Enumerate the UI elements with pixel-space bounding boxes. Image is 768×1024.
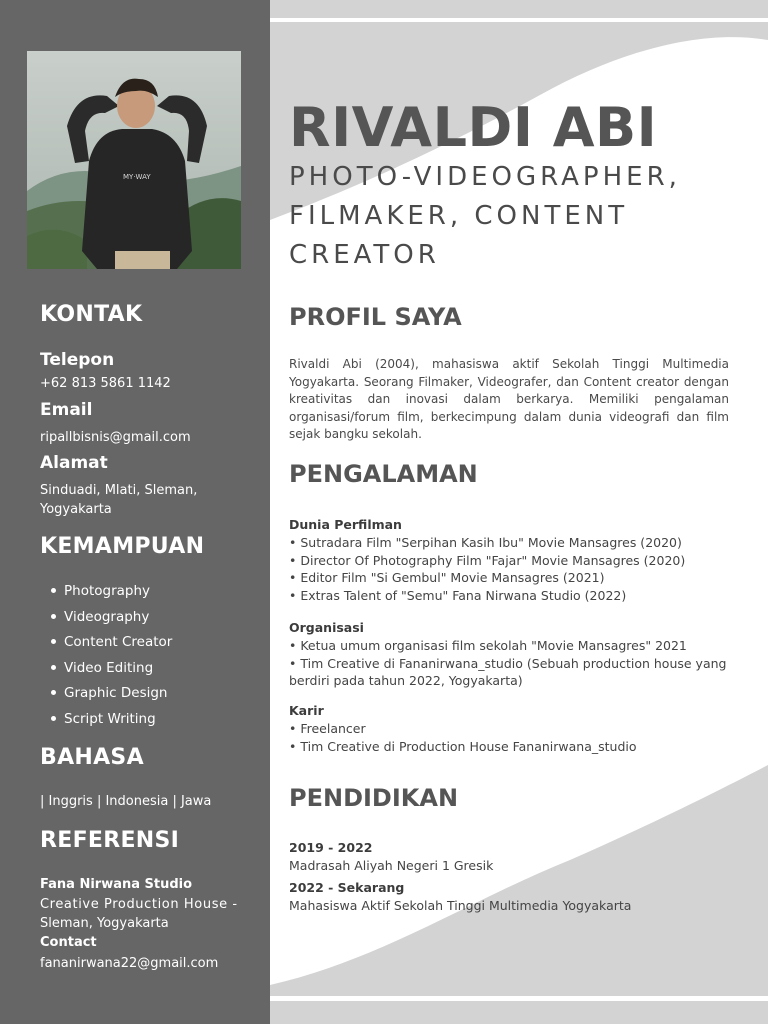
organization-list bbox=[289, 637, 734, 690]
main-content bbox=[270, 0, 768, 1024]
experience-heading: PENGALAMAN bbox=[289, 460, 478, 488]
list-item: • Extras Talent of "Semu" Fana Nirwana Studio (2022) bbox=[289, 587, 627, 603]
phone-value: +62 813 5861 1142 bbox=[40, 376, 171, 391]
career-title: Karir bbox=[289, 703, 324, 718]
film-experience-title: Dunia Perfilman bbox=[289, 517, 402, 532]
profile-heading: PROFIL SAYA bbox=[289, 303, 462, 331]
profile-text: Rivaldi Abi (2004), mahasiswa aktif Sekolah Tinggi Multimedia Yogyakarta. Seorang Filmaker, Videografer, dan Content creator dengan kreativitas dan inovasi dalam berkarya. Memiliki pengalaman organisasi/forum film, berkecimpung dalam dunia videografi dan film sejak bangku sekolah. bbox=[289, 357, 729, 441]
role-line-3: CREATOR bbox=[289, 240, 440, 270]
organization-title: Organisasi bbox=[289, 620, 364, 635]
reference-contact-label: Contact bbox=[40, 935, 97, 950]
languages-value: | Inggris | Indonesia | Jawa bbox=[40, 794, 212, 809]
svg-text:MY·WAY: MY·WAY bbox=[123, 173, 151, 181]
person-name: RIVALDI ABI bbox=[289, 96, 658, 159]
sidebar bbox=[0, 0, 270, 1024]
skill-item: Photography bbox=[50, 581, 172, 607]
skills-list bbox=[50, 581, 172, 734]
role-line-1: PHOTO-VIDEOGRAPHER, bbox=[289, 162, 681, 192]
role-line-2: FILMAKER, CONTENT bbox=[289, 201, 629, 231]
reference-contact-email: fananirwana22@gmail.com bbox=[40, 956, 219, 971]
skill-item: Video Editing bbox=[50, 658, 172, 684]
reference-desc-line-1: Creative Production House - bbox=[40, 897, 238, 912]
reference-name: Fana Nirwana Studio bbox=[40, 877, 193, 892]
skill-item: Videography bbox=[50, 607, 172, 633]
list-item: • Sutradara Film "Serpihan Kasih Ibu" Movie Mansagres (2020) bbox=[289, 535, 682, 550]
list-item: • Editor Film "Si Gembul" Movie Mansagres (2021) bbox=[289, 570, 605, 585]
contact-heading: KONTAK bbox=[40, 302, 143, 327]
list-item: • Tim Creative di Fananirwana_studio (Sebuah production house yang berdiri pada tahun 2022, Yogyakarta) bbox=[289, 655, 727, 688]
address-line-2: Yogyakarta bbox=[40, 502, 112, 517]
skill-item: Script Writing bbox=[50, 709, 172, 735]
phone-label: Telepon bbox=[40, 350, 115, 370]
language-heading: BAHASA bbox=[40, 745, 144, 770]
list-item: • Director Of Photography Film "Fajar" Movie Mansagres (2020) bbox=[289, 552, 686, 568]
person-role bbox=[289, 158, 759, 275]
list-item: • Ketua umum organisasi film sekolah "Movie Mansagres" 2021 bbox=[289, 638, 687, 653]
list-item: • Tim Creative di Production House Fananirwana_studio bbox=[289, 738, 637, 754]
education-heading: PENDIDIKAN bbox=[289, 784, 459, 812]
skill-item: Content Creator bbox=[50, 632, 172, 658]
address-line-1: Sinduadi, Mlati, Sleman, bbox=[40, 483, 198, 498]
profile-photo bbox=[27, 51, 241, 269]
film-experience-list bbox=[289, 534, 739, 604]
education-years: 2022 - Sekarang bbox=[289, 880, 405, 895]
skill-item: Graphic Design bbox=[50, 683, 172, 709]
email-label: Email bbox=[40, 400, 93, 420]
career-list bbox=[289, 720, 739, 755]
skills-heading: KEMAMPUAN bbox=[40, 534, 205, 559]
education-school: Madrasah Aliyah Negeri 1 Gresik bbox=[289, 858, 494, 873]
education-years: 2019 - 2022 bbox=[289, 840, 373, 855]
list-item: • Freelancer bbox=[289, 721, 366, 736]
email-value: ripallbisnis@gmail.com bbox=[40, 430, 191, 445]
address-label: Alamat bbox=[40, 453, 108, 473]
education-school: Mahasiswa Aktif Sekolah Tinggi Multimedia Yogyakarta bbox=[289, 898, 632, 913]
reference-heading: REFERENSI bbox=[40, 828, 180, 853]
reference-desc-line-2: Sleman, Yogyakarta bbox=[40, 916, 169, 931]
